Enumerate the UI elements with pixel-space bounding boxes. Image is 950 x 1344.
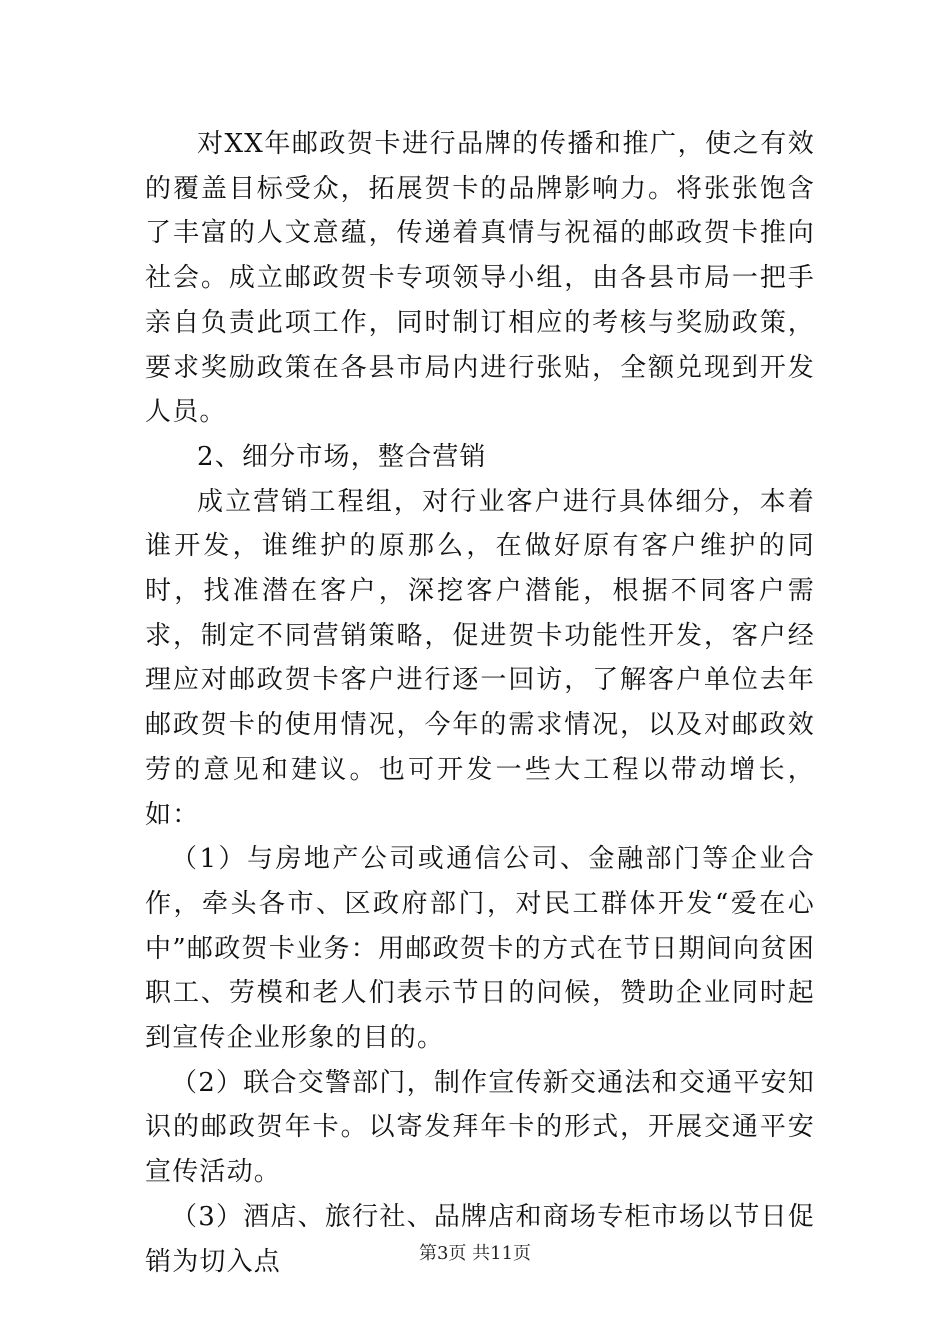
list-item-3: （3）酒店、旅行社、品牌店和商场专柜市场以节日促销为切入点 — [145, 1201, 815, 1277]
page-number: 第3页 共11页 — [418, 1243, 532, 1264]
section-heading-market-segmentation: 2、细分市场，整合营销 — [197, 441, 487, 472]
list-item-1: （1）与房地产公司或通信公司、金融部门等企业合作，牵头各市、区政府部门，对民工群体开发“爱在心中”邮政贺卡业务：用邮政贺卡的方式在节日期间向贫困职工、劳模和老人们表示节日的问候，赞助企业同时起到宣传企业形象的目的。 — [145, 844, 815, 1054]
page-footer — [0, 1242, 950, 1266]
paragraph-brand-promotion: 对XX年邮政贺卡进行品牌的传播和推广，使之有效的覆盖目标受众，拓展贺卡的品牌影响力。将张张饱含了丰富的人文意蕴，传递着真情与祝福的邮政贺卡推向社会。成立邮政贺卡专项领导小组，由各县市局一把手亲自负责此项工作，同时制订相应的考核与奖励政策，要求奖励政策在各县市局内进行张贴，全额兑现到开发人员。 — [145, 129, 815, 428]
list-item-2: （2）联合交警部门，制作宣传新交通法和交通平安知识的邮政贺年卡。以寄发拜年卡的形式，开展交通平安宣传活动。 — [145, 1067, 815, 1188]
paragraph-marketing-project-group: 成立营销工程组，对行业客户进行具体细分，本着谁开发，谁维护的原那么，在做好原有客户维护的同时，找准潜在客户，深挖客户潜能，根据不同客户需求，制定不同营销策略，促进贺卡功能性开发，客户经理应对邮政贺卡客户进行逐一回访，了解客户单位去年邮政贺卡的使用情况，今年的需求情况，以及对邮政效劳的意见和建议。也可开发一些大工程以带动增长，如： — [145, 486, 815, 830]
document-body — [145, 122, 815, 1284]
